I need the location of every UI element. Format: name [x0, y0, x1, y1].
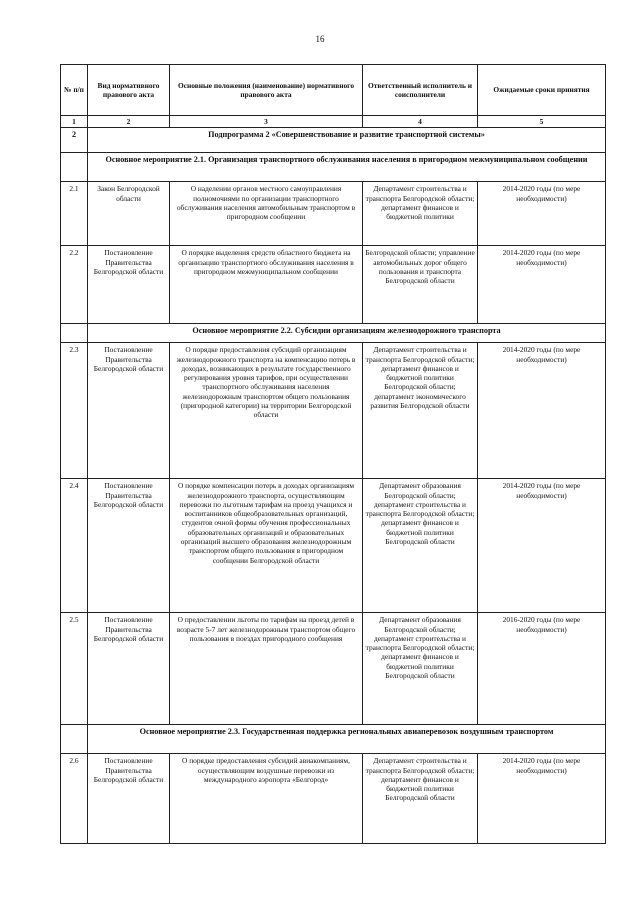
column-numbers-row [61, 116, 606, 128]
header-act-type: Вид нормативного правового акта [88, 65, 170, 116]
header-number: № п/п [61, 65, 88, 116]
subprogram-title: Подпрограмма 2 «Совершенствование и развитие транспортной системы» [88, 128, 606, 153]
col-number-5: 5 [478, 116, 606, 128]
row-number: 2.3 [61, 343, 88, 479]
table-row [61, 754, 606, 844]
act-provision: О наделении органов местного самоуправления полномочиями по организации транспортного обслуживания населения автомобильным транспортом в пригородном сообщении [170, 182, 363, 246]
act-term: 2014-2020 годы (по мере необходимости) [478, 182, 606, 246]
act-term: 2014-2020 годы (по мере необходимости) [478, 479, 606, 613]
event-2-1-title: Основное мероприятие 2.1. Организация транспортного обслуживания населения в пригородном межмуниципальном сообщении [88, 153, 606, 182]
act-responsible: Департамент образования Белгородской области; департамент строительства и транспорта Белгородской области; департамент финансов и бюджетной политики Белгородской области [363, 613, 478, 725]
act-term: 2014-2020 годы (по мере необходимости) [478, 754, 606, 844]
act-responsible: Департамент строительства и транспорта Белгородской области; департамент финансов и бюджетной политики Белгородской области; департамент экономического развития Белгородской области [363, 343, 478, 479]
subprogram-row [61, 128, 606, 153]
col-number-3: 3 [170, 116, 363, 128]
act-responsible: Департамент образования Белгородской области; департамент строительства и транспорта Белгородской области; департамент финансов и бюджетной политики Белгородской области [363, 479, 478, 613]
event-2-3-title: Основное мероприятие 2.3. Государственная поддержка региональных авиаперевозок воздушным транспортом [88, 725, 606, 754]
regulatory-acts-table [60, 64, 606, 844]
row-number: 2.6 [61, 754, 88, 844]
act-type: Постановление Правительства Белгородской области [88, 613, 170, 725]
act-responsible: Департамент строительства и транспорта Белгородской области; департамент финансов и бюджетной политики Белгородской области [363, 754, 478, 844]
event-2-2-row [61, 324, 606, 343]
page-number: 16 [315, 34, 325, 44]
row-number: 2.2 [61, 246, 88, 324]
col-number-4: 4 [363, 116, 478, 128]
act-term: 2016-2020 годы (по мере необходимости) [478, 613, 606, 725]
header-responsible: Ответственный исполнитель и соисполнители [363, 65, 478, 116]
act-provision: О порядке компенсации потерь в доходах организациям железнодорожного транспорта, осуществляющим перевозки по льготным тарифам на проезд учащихся и воспитанников общеобразовательных организаций, студентов очной формы обучения профессиональных образовательных организаций и образовательных организаций высшего образования железнодорожным транспортом общего пользования в пригородном сообщении Белгородской области [170, 479, 363, 613]
event-2-2-title: Основное мероприятие 2.2. Субсидии организациям железнодорожного транспорта [88, 324, 606, 343]
event-2-3-row [61, 725, 606, 754]
act-type: Постановление Правительства Белгородской области [88, 479, 170, 613]
act-type: Постановление Правительства Белгородской области [88, 246, 170, 324]
table-row [61, 182, 606, 246]
row-number: 2.5 [61, 613, 88, 725]
act-type: Закон Белгородской области [88, 182, 170, 246]
act-provision: О порядке предоставления субсидий авиакомпаниям, осуществляющим воздушные перевозки из международного аэропорта «Белгород» [170, 754, 363, 844]
col-number-1: 1 [61, 116, 88, 128]
act-term: 2014-2020 годы (по мере необходимости) [478, 246, 606, 324]
col-number-2: 2 [88, 116, 170, 128]
header-terms: Ожидаемые сроки принятия [478, 65, 606, 116]
act-responsible: Департамент строительства и транспорта Белгородской области; департамент финансов и бюджетной политики [363, 182, 478, 246]
table-row [61, 343, 606, 479]
table-header [61, 65, 606, 116]
header-provisions: Основные положения (наименование) нормативного правового акта [170, 65, 363, 116]
table-row [61, 613, 606, 725]
act-responsible: Белгородской области; управление автомобильных дорог общего пользования и транспорта Белгородской области [363, 246, 478, 324]
table-row [61, 479, 606, 613]
act-provision: О предоставлении льготы по тарифам на проезд детей в возрасте 5-7 лет железнодорожным транспортом общего пользования в поездах пригородного сообщения [170, 613, 363, 725]
event-2-1-row [61, 153, 606, 182]
act-type: Постановление Правительства Белгородской области [88, 754, 170, 844]
row-number: 2.4 [61, 479, 88, 613]
row-number: 2.1 [61, 182, 88, 246]
act-provision: О порядке предоставления субсидий организациям железнодорожного транспорта на компенсацию потерь в доходах, возникающих в результате государственного регулирования уровня тарифов, при осуществлении транспортного обслуживания населения железнодорожным транспортом общего пользования (пригородной категории) на территории Белгородской области [170, 343, 363, 479]
subprogram-number: 2 [61, 128, 88, 153]
act-type: Постановление Правительства Белгородской области [88, 343, 170, 479]
act-term: 2014-2020 годы (по мере необходимости) [478, 343, 606, 479]
act-provision: О порядке выделения средств областного бюджета на организацию транспортного обслуживания населения в пригородном межмуниципальном сообщении [170, 246, 363, 324]
table-row [61, 246, 606, 324]
